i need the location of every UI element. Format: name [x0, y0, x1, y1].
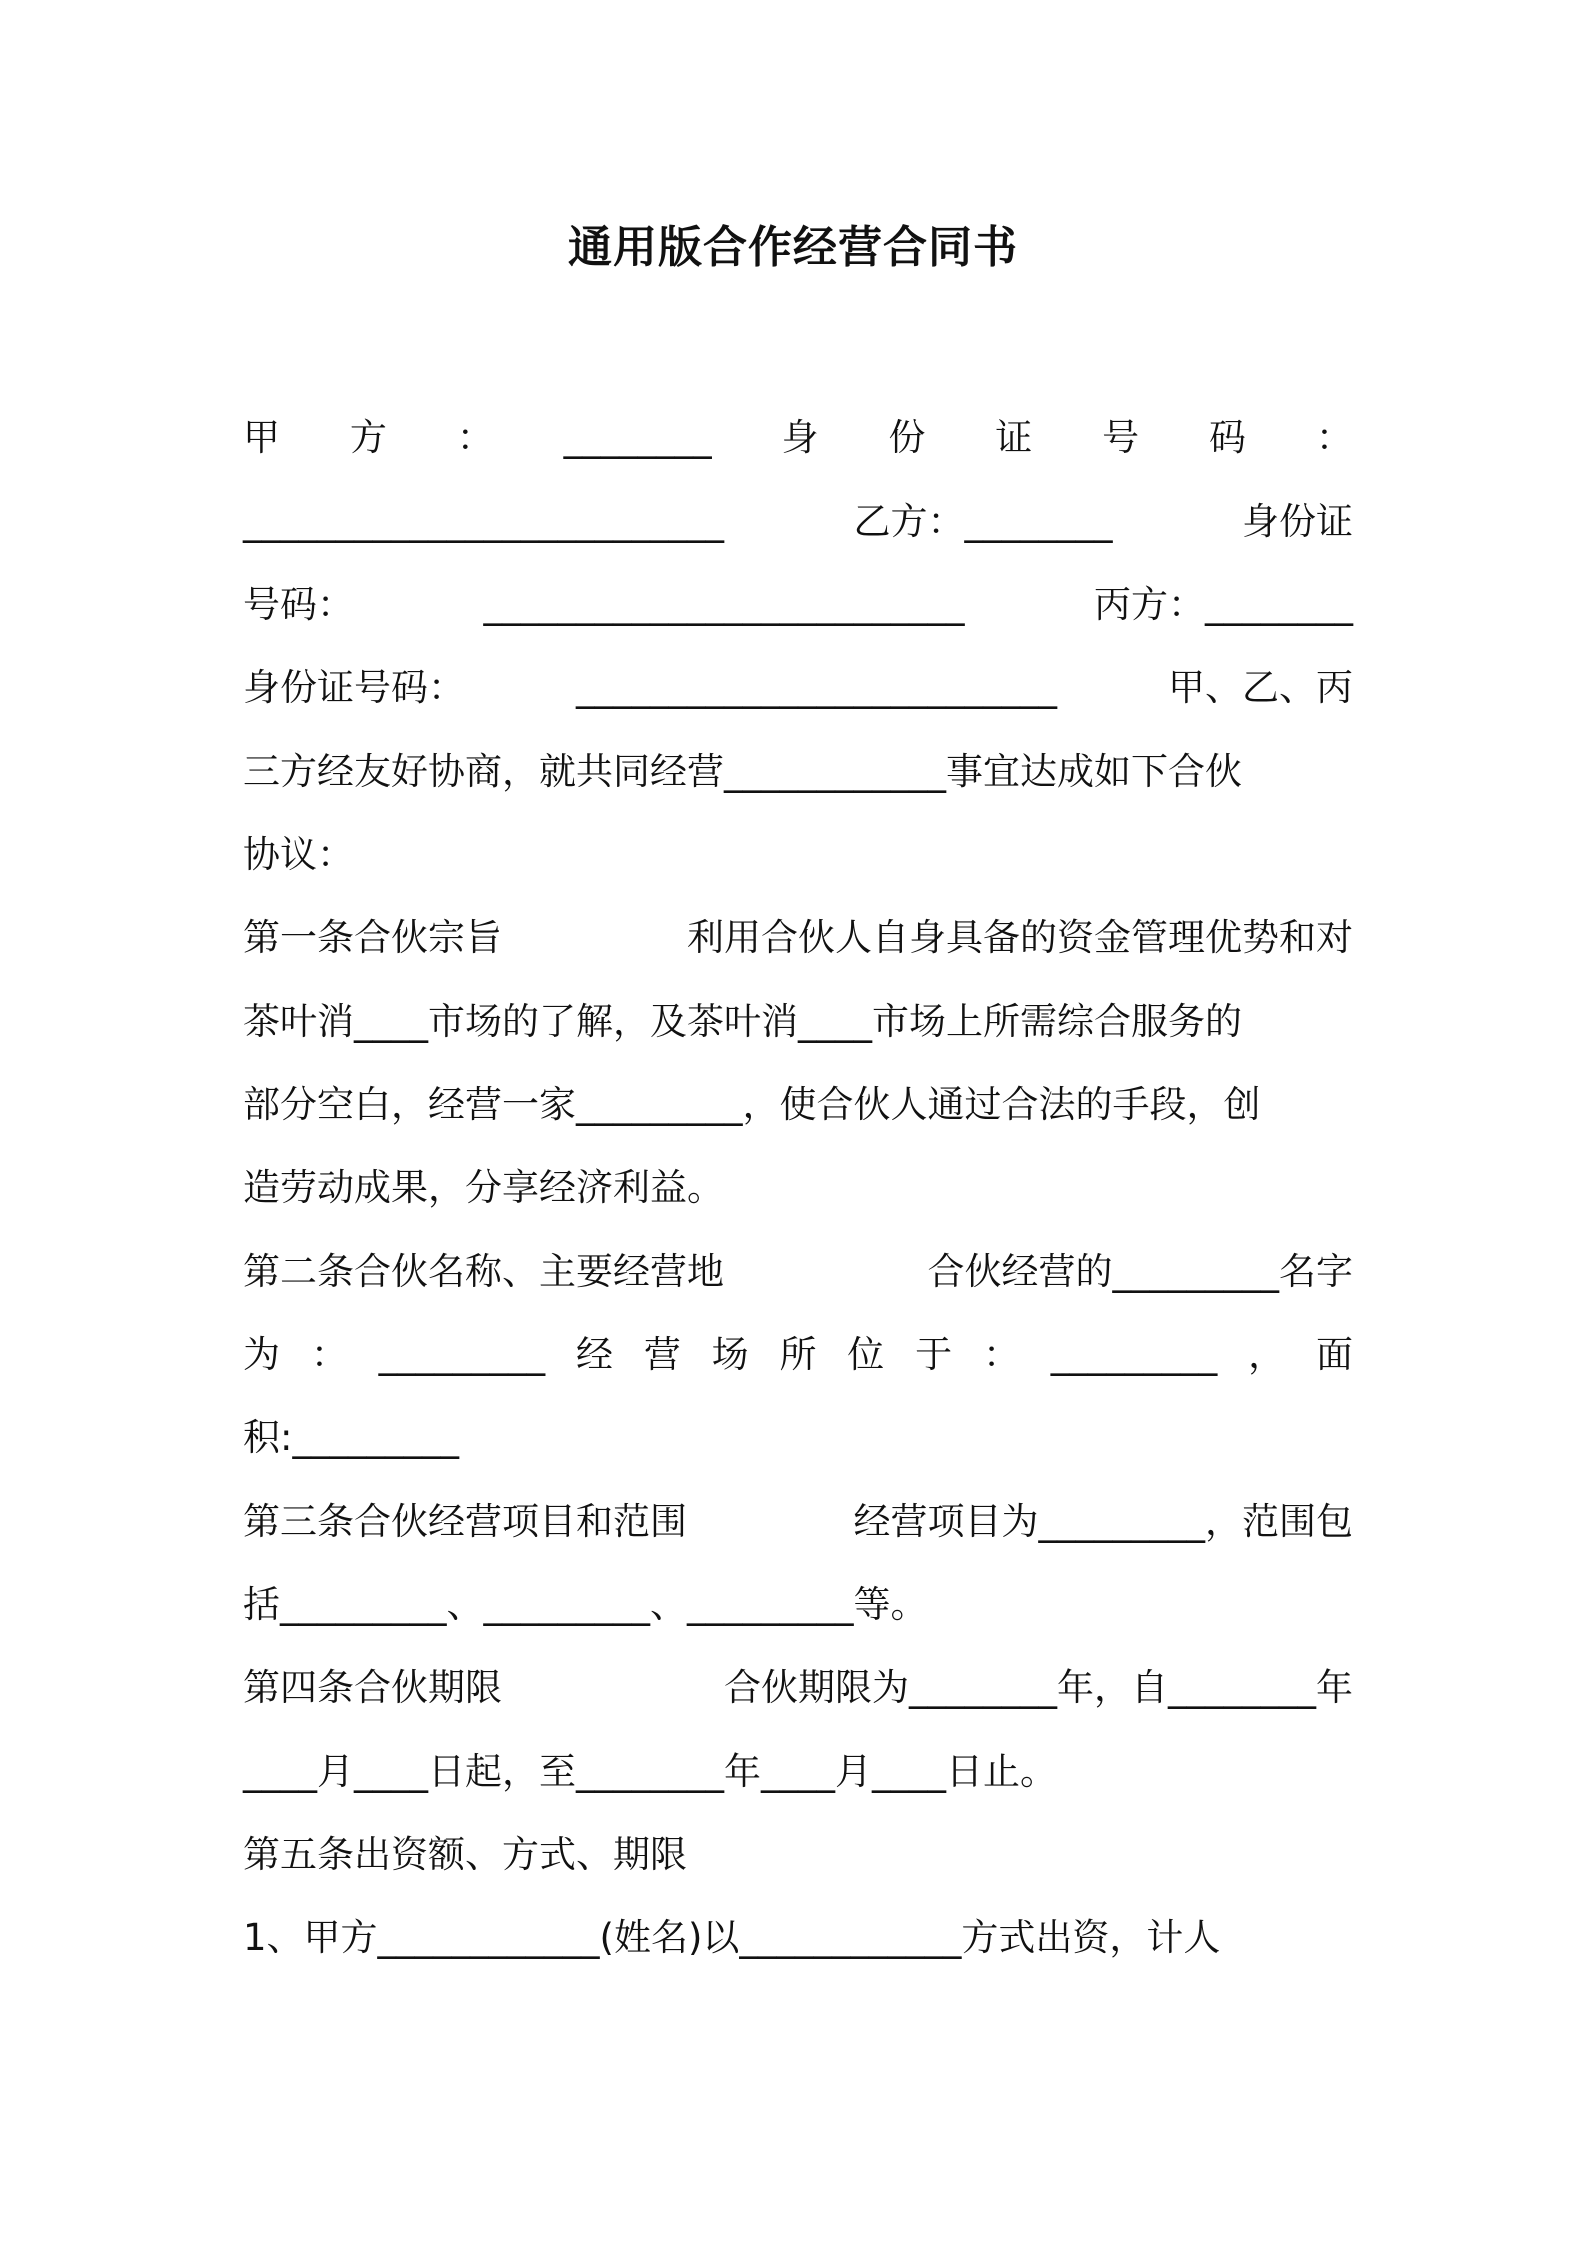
text-segment: 方: [349, 416, 387, 459]
article-4-heading: [243, 1658, 1353, 1718]
paragraph-line: [243, 992, 1353, 1052]
text-segment: 身份证号码：: [243, 666, 465, 709]
paragraph-line: [243, 1075, 1353, 1135]
article-title: 第二条合伙名称、主要经营地: [243, 1250, 724, 1293]
text-segment: 合伙经营的_________名字: [927, 1250, 1353, 1293]
paragraph-line: [243, 1742, 1353, 1802]
article-2-heading: [243, 1242, 1353, 1302]
text-segment: 甲、乙、丙: [1168, 666, 1353, 709]
blank-field[interactable]: __________________________: [243, 500, 724, 543]
article-1-heading: [243, 908, 1353, 968]
text-segment: ：: [982, 1333, 1020, 1376]
blank-field[interactable]: ________: [563, 416, 712, 459]
text-segment: 于: [915, 1333, 953, 1376]
text-segment: ，: [1248, 1333, 1286, 1376]
text-segment: 位: [847, 1333, 885, 1376]
paragraph-line: [243, 1908, 1353, 1968]
article-3-heading: [243, 1492, 1353, 1552]
text-segment: 乙方：________: [853, 500, 1113, 543]
text-segment: 协议：: [243, 833, 354, 876]
text-segment: ：: [310, 1333, 348, 1376]
text-segment: 部分空白，经营一家_________，使合伙人通过合法的手段，创: [243, 1083, 1261, 1126]
party-c-line: [243, 575, 1353, 635]
text-segment: ：: [1315, 416, 1353, 459]
text-segment: ____月____日起，至________年____月____日止。: [243, 1750, 1057, 1793]
text-segment: ：: [456, 416, 494, 459]
article-title: 第四条合伙期限: [243, 1666, 502, 1709]
text-segment: 场: [711, 1333, 749, 1376]
party-a-line: [243, 408, 1353, 468]
text-segment: 造劳动成果，分享经济利益。: [243, 1166, 724, 1209]
paragraph-line: [243, 1158, 1353, 1218]
text-segment: 面: [1315, 1333, 1353, 1376]
text-segment: 括_________、_________、_________等。: [243, 1583, 928, 1626]
text-segment: 身份证: [1242, 500, 1353, 543]
text-segment: 茶叶消____市场的了解，及茶叶消____市场上所需综合服务的: [243, 1000, 1242, 1043]
text-segment: 积:_________: [243, 1416, 459, 1459]
text-segment: 利用合伙人自身具备的资金管理优势和对: [687, 916, 1353, 959]
article-title: 第一条合伙宗旨: [243, 916, 502, 959]
text-segment: 营: [643, 1333, 681, 1376]
article-title: 第三条合伙经营项目和范围: [243, 1500, 687, 1543]
text-segment: 号: [1102, 416, 1140, 459]
text-segment: 为: [243, 1333, 280, 1376]
text-segment: 甲: [243, 416, 280, 459]
document-title: 通用版合作经营合同书: [568, 222, 1018, 273]
article-title: 第五条出资额、方式、期限: [243, 1833, 687, 1876]
text-segment: 1、甲方____________(姓名)以____________方式出资，计人: [243, 1916, 1221, 1959]
id-number-line: [243, 658, 1353, 718]
text-segment: 证: [995, 416, 1033, 459]
paragraph-line: [243, 825, 1353, 885]
party-b-line: [243, 492, 1353, 552]
text-segment: 码: [1209, 416, 1246, 459]
blank-field[interactable]: __________________________: [483, 583, 965, 626]
text-segment: 份: [888, 416, 926, 459]
blank-field[interactable]: __________________________: [576, 666, 1057, 709]
text-segment: 所: [779, 1333, 817, 1376]
text-segment: 合伙期限为________年，自________年: [724, 1666, 1353, 1709]
text-segment: 号码：: [243, 583, 354, 626]
text-segment: 身: [781, 416, 819, 459]
article-5-heading: [243, 1825, 1353, 1885]
text-segment: 三方经友好协商，就共同经营____________事宜达成如下合伙: [243, 750, 1242, 793]
paragraph-line: [243, 742, 1353, 802]
blank-field[interactable]: _________: [1050, 1333, 1218, 1376]
paragraph-line: [243, 1575, 1353, 1635]
text-segment: 经营项目为_________，范围包: [853, 1500, 1353, 1543]
blank-field[interactable]: _________: [378, 1333, 546, 1376]
text-segment: 经: [575, 1333, 613, 1376]
paragraph-line: [243, 1325, 1353, 1385]
text-segment: 丙方：________: [1094, 583, 1353, 626]
paragraph-line: [243, 1408, 1353, 1468]
